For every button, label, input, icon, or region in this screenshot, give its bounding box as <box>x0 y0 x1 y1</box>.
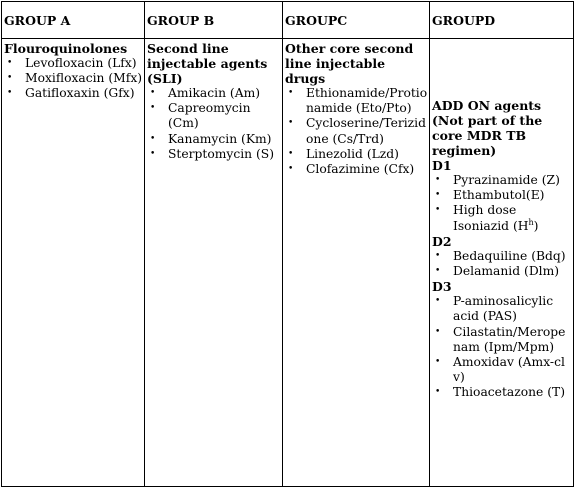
group-d2-label: D2 <box>432 233 452 249</box>
list-item: • Linezolid (Lzd) <box>285 147 429 162</box>
group-c-list <box>285 86 429 177</box>
list-item: • Bedaquiline (Bdq) <box>432 249 573 264</box>
group-b-cell <box>145 41 282 162</box>
group-d-cell <box>430 98 573 401</box>
group-d3-label: D3 <box>432 279 452 295</box>
list-item: • Kanamycin (Km) <box>147 132 282 147</box>
group-a-cell <box>2 41 144 102</box>
list-item: • Gatifloxaxin (Gfx) <box>4 86 144 101</box>
group-b-list <box>147 86 282 162</box>
list-item: • P-aminosalicylic acid (PAS) <box>432 294 573 324</box>
list-item: • Sterptomycin (S) <box>147 147 282 162</box>
list-item: • Cycloserine/Terizidone (Cs/Trd) <box>285 116 429 146</box>
header-group-d: GROUPD <box>432 13 496 28</box>
group-c-cell <box>283 41 429 177</box>
list-item: • Pyrazinamide (Z) <box>432 173 573 188</box>
list-item: • Amoxidav (Amx-clv) <box>432 355 573 385</box>
list-item: • Ethambutol(E) <box>432 188 573 203</box>
header-group-b: GROUP B <box>147 13 215 28</box>
group-d1-list <box>432 173 573 234</box>
list-item: • Moxifloxacin (Mfx) <box>4 71 144 86</box>
list-item: • Clofazimine (Cfx) <box>285 162 429 177</box>
list-item: • Ethionamide/Protionamide (Eto/Pto) <box>285 86 429 116</box>
list-item-text: High dose Isoniazid (H <box>453 203 529 233</box>
list-item: • Amikacin (Am) <box>147 86 282 101</box>
header-group-a: GROUP A <box>4 13 71 28</box>
drug-groups-table <box>1 1 574 487</box>
list-item: • Delamanid (Dlm) <box>432 264 573 279</box>
group-d3-list <box>432 294 573 400</box>
closing-paren: ) <box>533 218 539 233</box>
group-d2-list <box>432 249 573 279</box>
group-b-title: Second line injectable agents (SLI) <box>147 41 268 86</box>
group-d-title: ADD ON agents (Not part of the core MDR TB regimen) <box>432 98 543 158</box>
list-item: • Capreomycin (Cm) <box>147 101 282 131</box>
table-border-top <box>1 1 574 2</box>
group-c-title: Other core second line injectable drugs <box>285 41 414 86</box>
superscript: h <box>528 217 534 227</box>
list-item: • Cilastatin/Meropenam (Ipm/Mpm) <box>432 325 573 355</box>
group-d1-label: D1 <box>432 158 452 173</box>
header-group-c: GROUPC <box>285 13 348 28</box>
group-a-list <box>4 56 144 102</box>
table-border-bottom <box>1 486 574 487</box>
list-item <box>432 203 573 233</box>
list-item: • Thioacetazone (T) <box>432 385 573 400</box>
list-item: • Levofloxacin (Lfx) <box>4 56 144 71</box>
header-divider <box>1 38 574 39</box>
group-a-title: Flouroquinolones <box>4 41 128 56</box>
table-border-right <box>573 1 574 487</box>
